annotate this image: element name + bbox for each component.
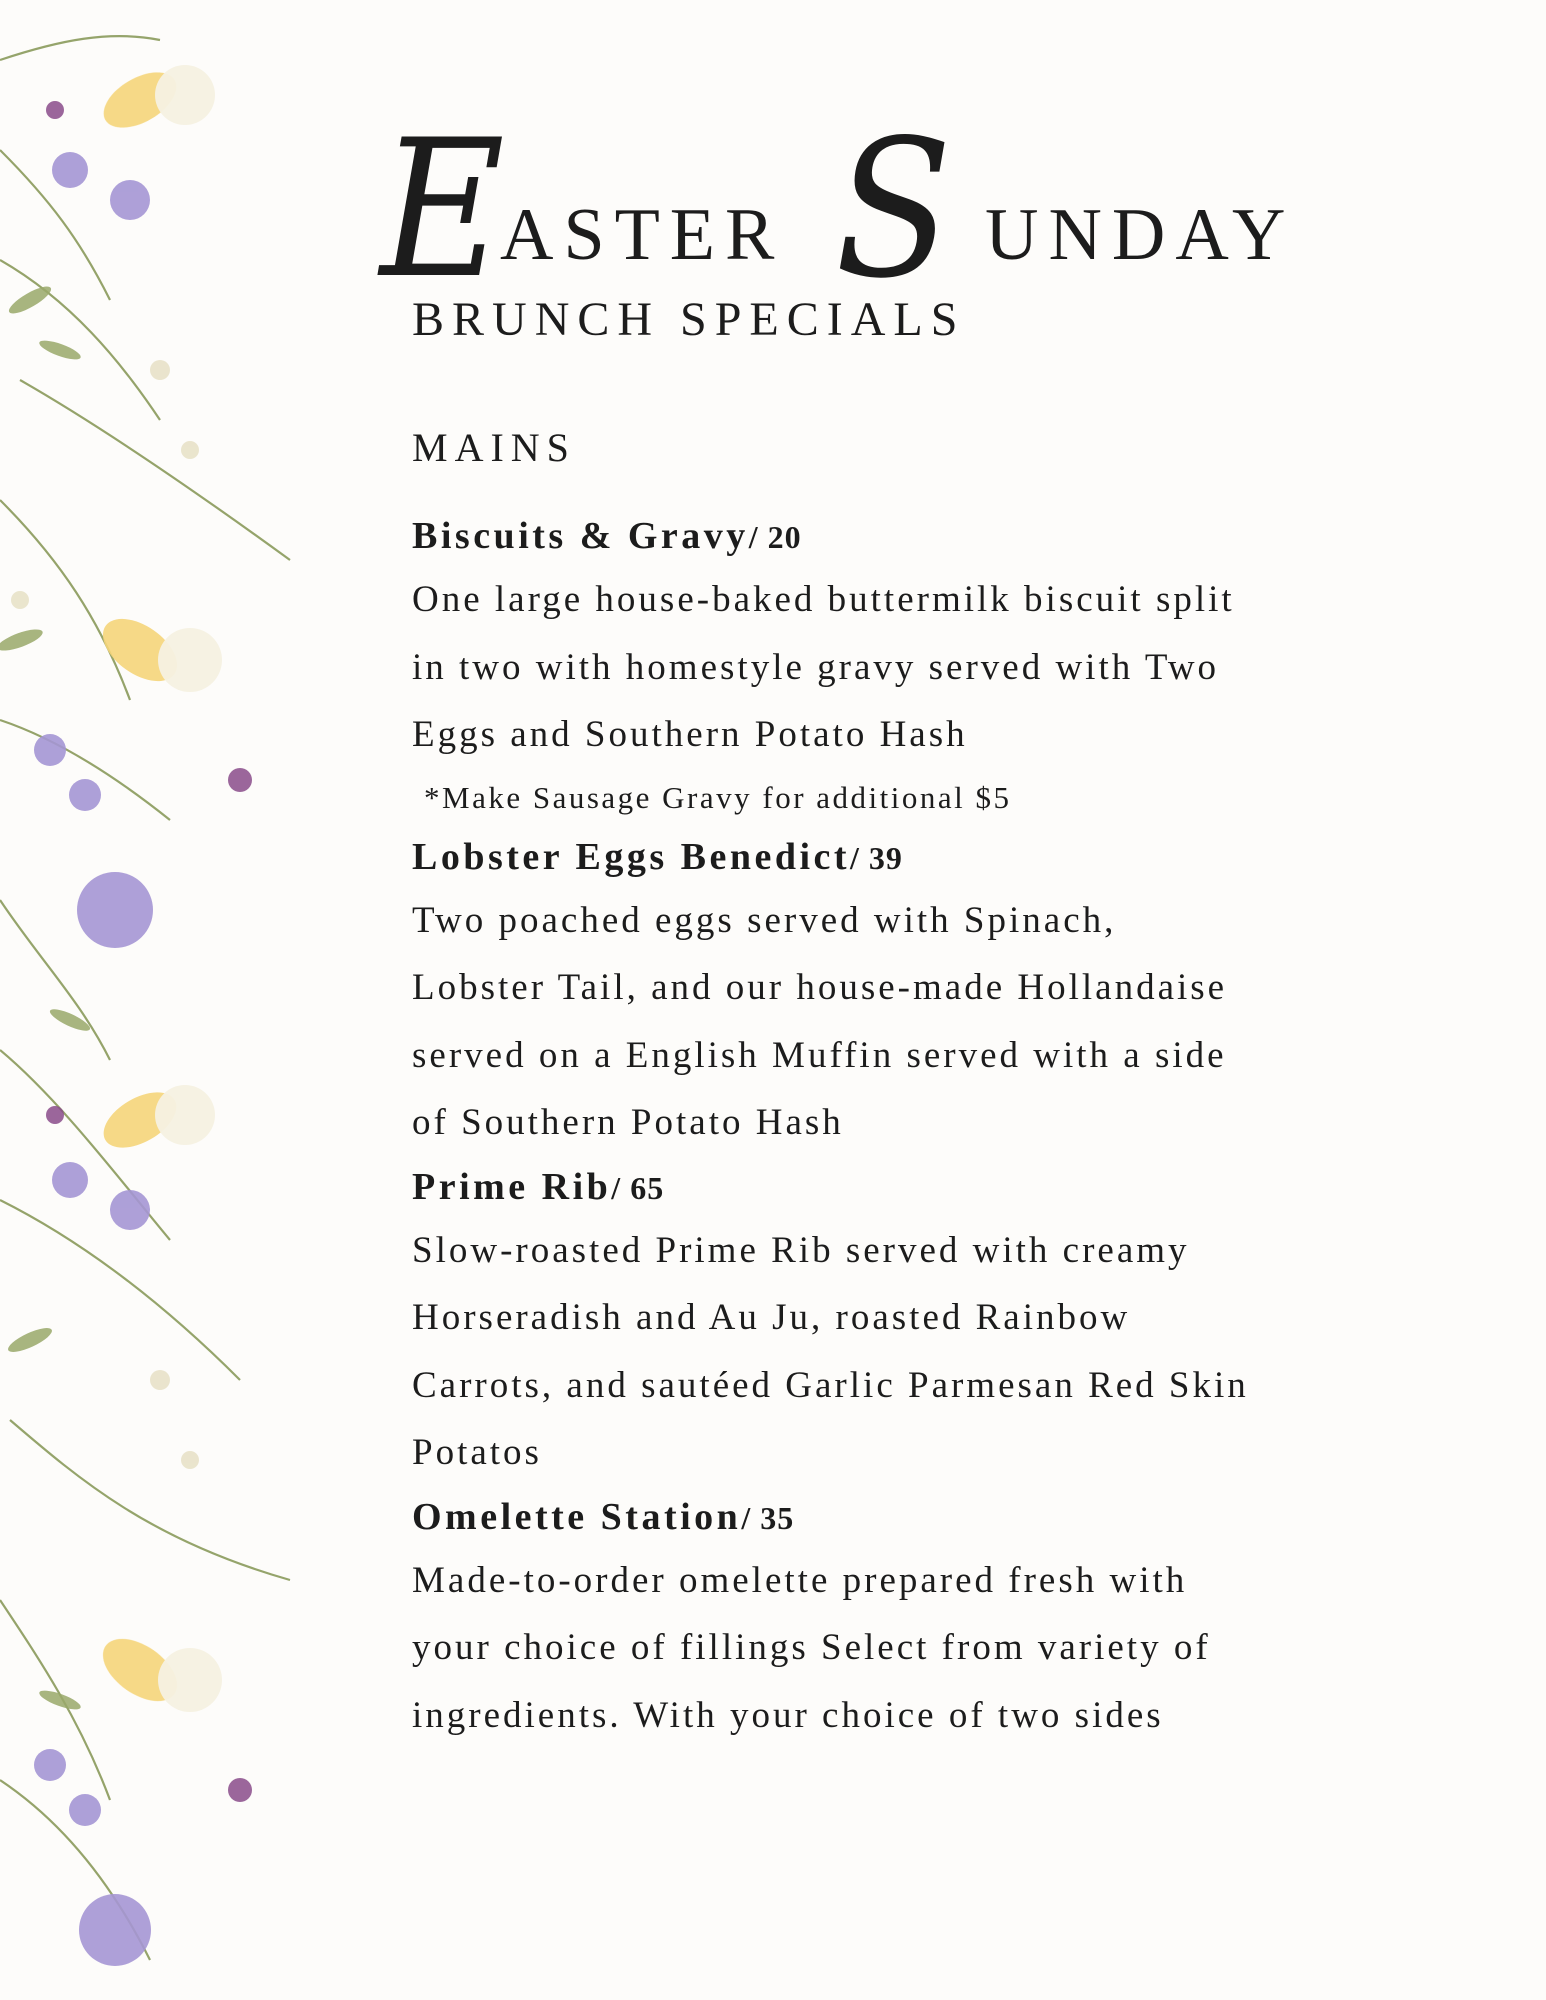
title-e-initial: E [380, 99, 505, 320]
item-title [412, 1157, 1432, 1217]
item-description-line: One large house-baked buttermilk biscuit split [412, 579, 1235, 620]
item-description-line: Lobster Tail, and our house-made Hollandaise [412, 967, 1228, 1008]
title-word-easter: ASTER [500, 194, 785, 276]
item-description-line: served on a English Muffin served with a side [412, 1034, 1227, 1076]
title-s-initial: S [835, 99, 953, 320]
section-heading-mains: MAINS [412, 425, 576, 470]
item-title [412, 827, 1432, 887]
item-price: / 20 [748, 519, 802, 555]
item-description-line: Potatos [412, 1432, 542, 1473]
item-description-line: ingredients. With your choice of two sides [412, 1694, 1164, 1736]
item-description-line: Two poached eggs served with Spinach, [412, 899, 1117, 941]
item-name: Lobster Eggs Benedict [412, 835, 851, 878]
item-price: / 65 [611, 1169, 665, 1206]
item-description-line: of Southern Potato Hash [412, 1102, 844, 1143]
item-title [412, 506, 1432, 566]
item-price: / 35 [741, 1499, 795, 1536]
item-description-line: your choice of fillings Select from variety of [412, 1627, 1211, 1668]
item-description-line: Made-to-order omelette prepared fresh with [412, 1559, 1188, 1601]
floral-border-illustration [0, 0, 300, 2000]
menu-items [412, 506, 1432, 1749]
menu-item [412, 506, 1432, 827]
item-name: Prime Rib [412, 1165, 612, 1208]
item-name: Biscuits & Gravy [412, 515, 749, 557]
item-name: Omelette Station [412, 1495, 742, 1538]
item-description-line: Eggs and Southern Potato Hash [412, 714, 968, 755]
title-word-sunday: UNDAY [985, 194, 1296, 276]
item-description-line: Slow-roasted Prime Rib served with creamy [412, 1229, 1190, 1271]
item-description-line: in two with homestyle gravy served with Two [412, 646, 1220, 688]
menu-item [412, 1157, 1432, 1487]
menu-item [412, 827, 1432, 1157]
item-description-line: Horseradish and Au Ju, roasted Rainbow [412, 1297, 1131, 1338]
menu-item [412, 1487, 1432, 1750]
menu-subtitle: BRUNCH SPECIALS [412, 293, 966, 346]
item-description-line: Carrots, and sautéed Garlic Parmesan Red Skin [412, 1364, 1249, 1406]
item-title [412, 1487, 1432, 1547]
item-price: / 39 [850, 839, 903, 876]
item-note: *Make Sausage Gravy for additional $5 [424, 779, 1012, 815]
